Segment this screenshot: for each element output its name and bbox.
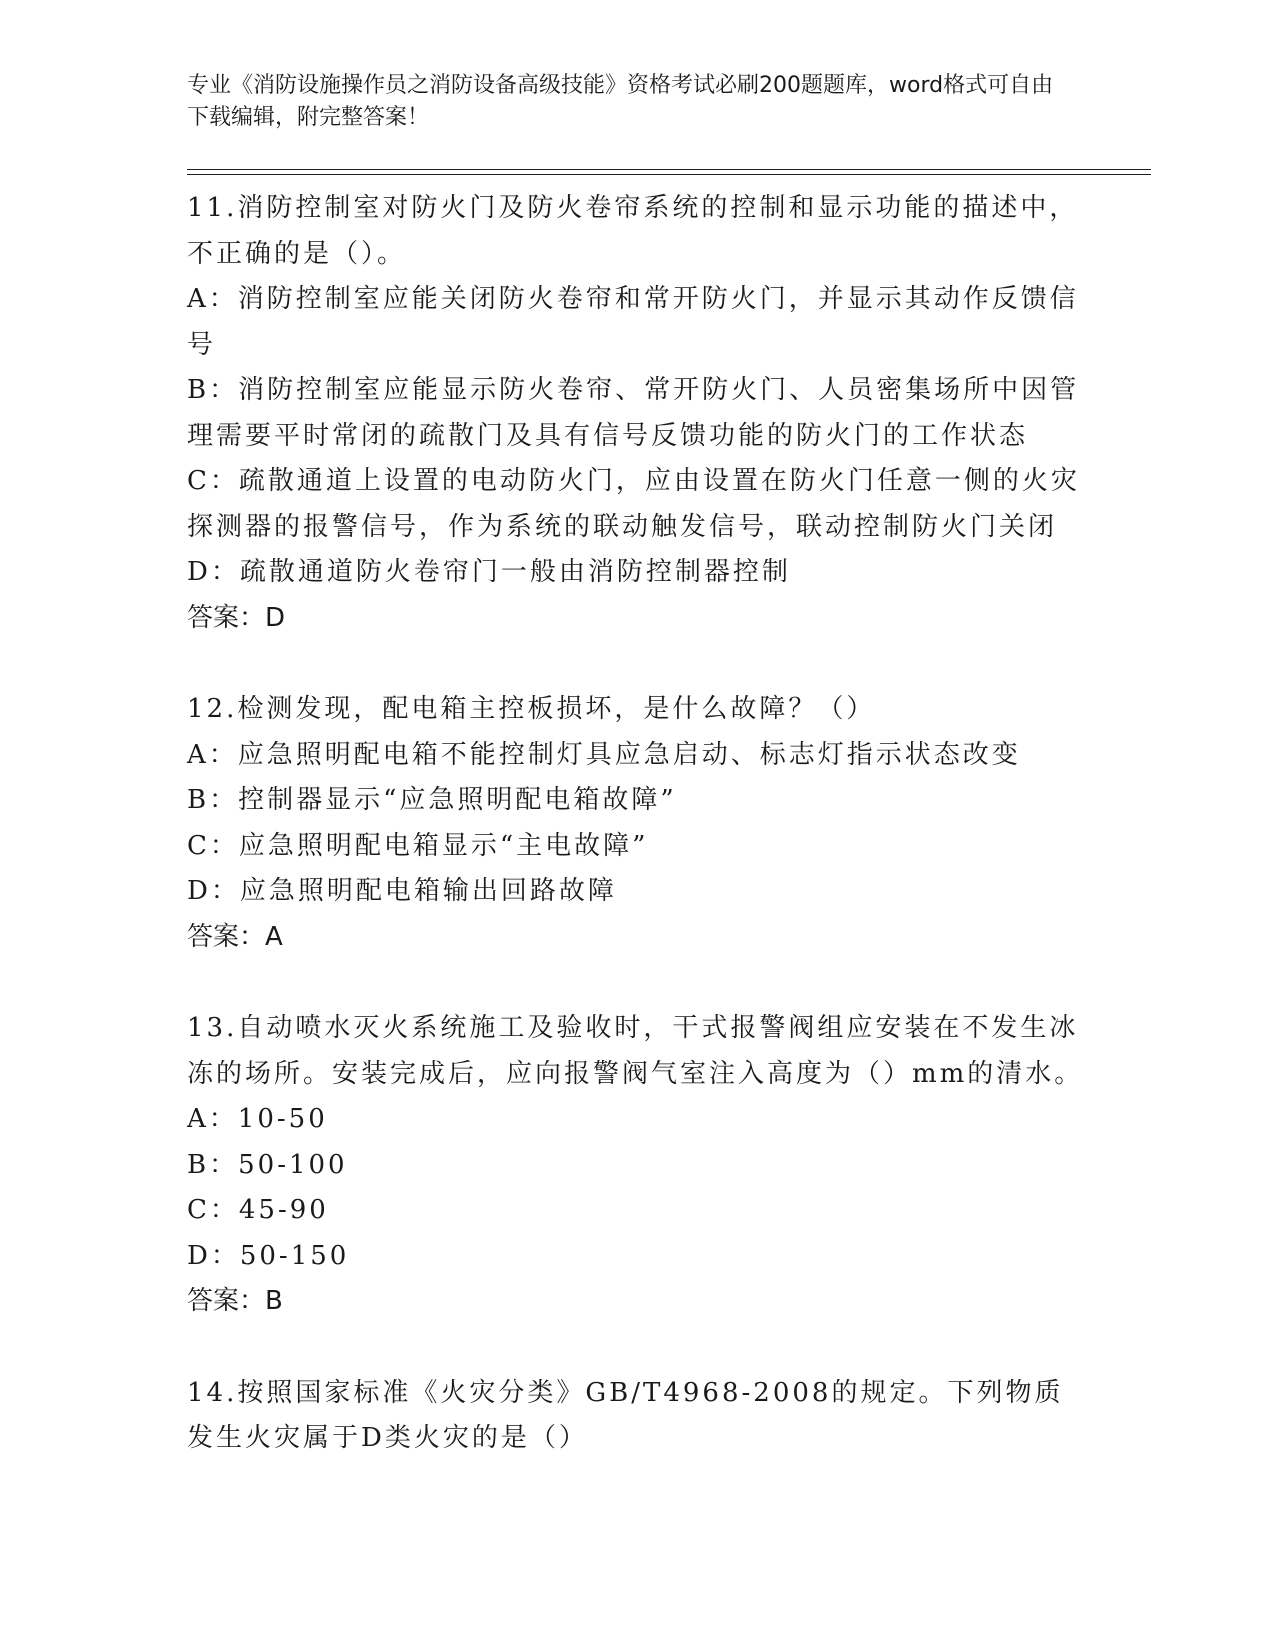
- question-stem: 13.自动喷水灭火系统施工及验收时，干式报警阀组应安装在不发生冰冻的场所。安装完成后，应向报警阀气室注入高度为（）mm的清水。: [187, 1013, 1084, 1089]
- question-12: [187, 687, 1087, 960]
- header-rule-top: [187, 169, 1151, 170]
- question-stem: 14.按照国家标准《火灾分类》GB/T4968-2008的规定。下列物质发生火灾属于D类火灾的是（）: [187, 1377, 1064, 1453]
- question-stem: 11.消防控制室对防火门及防火卷帘系统的控制和显示功能的描述中，不正确的是（）。: [187, 193, 1079, 269]
- option-b: B：50-100: [187, 1149, 348, 1180]
- option-c: C：应急照明配电箱显示“主电故障”: [187, 830, 649, 861]
- question-stem: 12.检测发现，配电箱主控板损坏，是什么故障？（）: [187, 694, 876, 724]
- option-c: C：45-90: [187, 1195, 329, 1225]
- question-list: [187, 186, 1087, 1508]
- question-13: [187, 1006, 1087, 1325]
- document-header: 专业《消防设施操作员之消防设备高级技能》资格考试必刷200题题库，word格式可自由下载编辑，附完整答案！: [187, 73, 1054, 130]
- question-11: [187, 186, 1087, 641]
- option-a: A：应急照明配电箱不能控制灯具应急启动、标志灯指示状态改变: [187, 739, 1021, 770]
- option-c: C：疏散通道上设置的电动防火门，应由设置在防火门任意一侧的火灾探测器的报警信号，作为系统的联动触发信号，联动控制防火门关闭: [187, 466, 1080, 542]
- answer-line: 答案：B: [187, 1286, 283, 1316]
- option-b: B：消防控制室应能显示防火卷帘、常开防火门、人员密集场所中因管理需要平时常闭的疏散门及具有信号反馈功能的防火门的工作状态: [187, 375, 1080, 451]
- option-d: D：应急照明配电箱输出回路故障: [187, 876, 617, 906]
- option-a: A：10-50: [187, 1104, 328, 1134]
- option-b: B：控制器显示“应急照明配电箱故障”: [187, 785, 677, 815]
- option-d: D：50-150: [187, 1240, 350, 1271]
- answer-line: 答案：A: [187, 921, 283, 952]
- option-a: A：消防控制室应能关闭防火卷帘和常开防火门，并显示其动作反馈信号: [187, 284, 1079, 360]
- answer-line: 答案：D: [187, 602, 286, 633]
- question-14: [187, 1371, 1087, 1462]
- option-d: D：疏散通道防火卷帘门一般由消防控制器控制: [187, 557, 791, 587]
- header-rule-bottom: [187, 174, 1151, 175]
